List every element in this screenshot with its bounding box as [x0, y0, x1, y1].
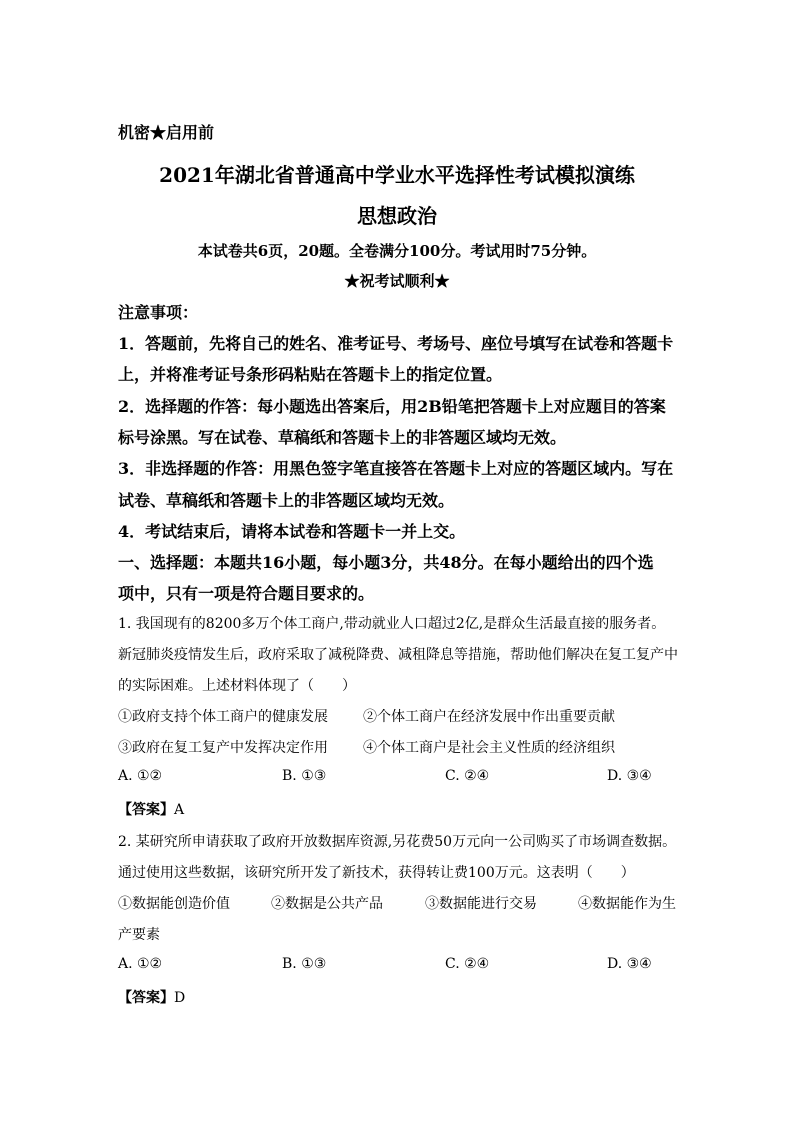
q1-choice-a: A. ①② — [118, 768, 163, 784]
answer-label: 【答案】 — [118, 990, 174, 1006]
notice-line: 3．非选择题的作答：用黑色签字笔直接答在答题卡上对应的答题区域内。写在 — [118, 459, 674, 478]
q2-statement: ③数据能进行交易 — [425, 896, 537, 912]
q1-answer — [118, 799, 184, 819]
q2-statement: ②数据是公共产品 — [271, 896, 383, 912]
notice-line: 试卷、草稿纸和答题卡上的非答题区域均无效。 — [118, 491, 455, 510]
answer-value: D — [174, 990, 186, 1006]
q1-statement: ③政府在复工复产中发挥决定作用 — [118, 740, 328, 756]
wish-line: ★祝考试顺利★ — [344, 272, 450, 290]
q2-choice-d: D. ③④ — [607, 956, 652, 972]
notice-line: 上，并将准考证号条形码粘贴在答题卡上的指定位置。 — [118, 365, 503, 384]
q1-choice-b: B. ①③ — [282, 768, 327, 784]
q1-choice-c: C. ②④ — [445, 768, 490, 784]
exam-title: 2021年湖北省普通高中学业水平选择性考试模拟演练 — [159, 163, 635, 187]
subject-title: 思想政治 — [357, 204, 437, 228]
q2-stem-line: 2. 某研究所申请获取了政府开放数据库资源,另花费50万元向一公司购买了市场调查数据。 — [118, 834, 677, 850]
q2-stem-line: 通过使用这些数据，该研究所开发了新技术，获得转让费100万元。这表明（ ） — [118, 865, 635, 881]
answer-label: 【答案】 — [118, 802, 174, 818]
q1-stem-line: 的实际困难。上述材料体现了（ ） — [118, 678, 356, 694]
q2-choice-b: B. ①③ — [282, 956, 327, 972]
notice-line: 2．选择题的作答：每小题选出答案后，用2B铅笔把答题卡上对应题目的答案 — [118, 397, 666, 416]
notice-line: 标号涂黑。写在试卷、草稿纸和答题卡上的非答题区域均无效。 — [118, 428, 567, 447]
q2-statement: ④数据能作为生 — [578, 896, 676, 912]
q2-statement-cont: 产要素 — [118, 927, 160, 943]
exam-info: 本试卷共6页，20题。全卷满分100分。考试用时75分钟。 — [197, 242, 597, 260]
q1-statement: ④个体工商户是社会主义性质的经济组织 — [363, 740, 615, 756]
confidential-label: 机密★启用前 — [118, 123, 215, 142]
q1-statement: ②个体工商户在经济发展中作出重要贡献 — [363, 709, 615, 725]
section-heading: 项中，只有一项是符合题目要求的。 — [118, 584, 375, 603]
notice-heading: 注意事项： — [118, 303, 199, 322]
q2-choice-a: A. ①② — [118, 956, 163, 972]
q1-stem-line: 新冠肺炎疫情发生后，政府采取了减税降费、减租降息等措施，帮助他们解决在复工复产中 — [118, 647, 678, 663]
notice-line: 1．答题前，先将自己的姓名、准考证号、考场号、座位号填写在试卷和答题卡 — [118, 334, 674, 353]
q1-choice-d: D. ③④ — [607, 768, 652, 784]
q1-statement: ①政府支持个体工商户的健康发展 — [118, 709, 328, 725]
q2-statement: ①数据能创造价值 — [118, 896, 230, 912]
notice-line: 4．考试结束后，请将本试卷和答题卡一并上交。 — [118, 522, 466, 541]
section-heading: 一、选择题：本题共16小题，每小题3分，共48分。在每小题给出的四个选 — [118, 553, 654, 572]
q2-choice-c: C. ②④ — [445, 956, 490, 972]
q2-answer — [118, 987, 185, 1007]
q1-stem-line: 1. 我国现有的8200多万个体工商户,带动就业人口超过2亿,是群众生活最直接的服务者。 — [118, 616, 666, 632]
answer-value: A — [174, 802, 185, 818]
